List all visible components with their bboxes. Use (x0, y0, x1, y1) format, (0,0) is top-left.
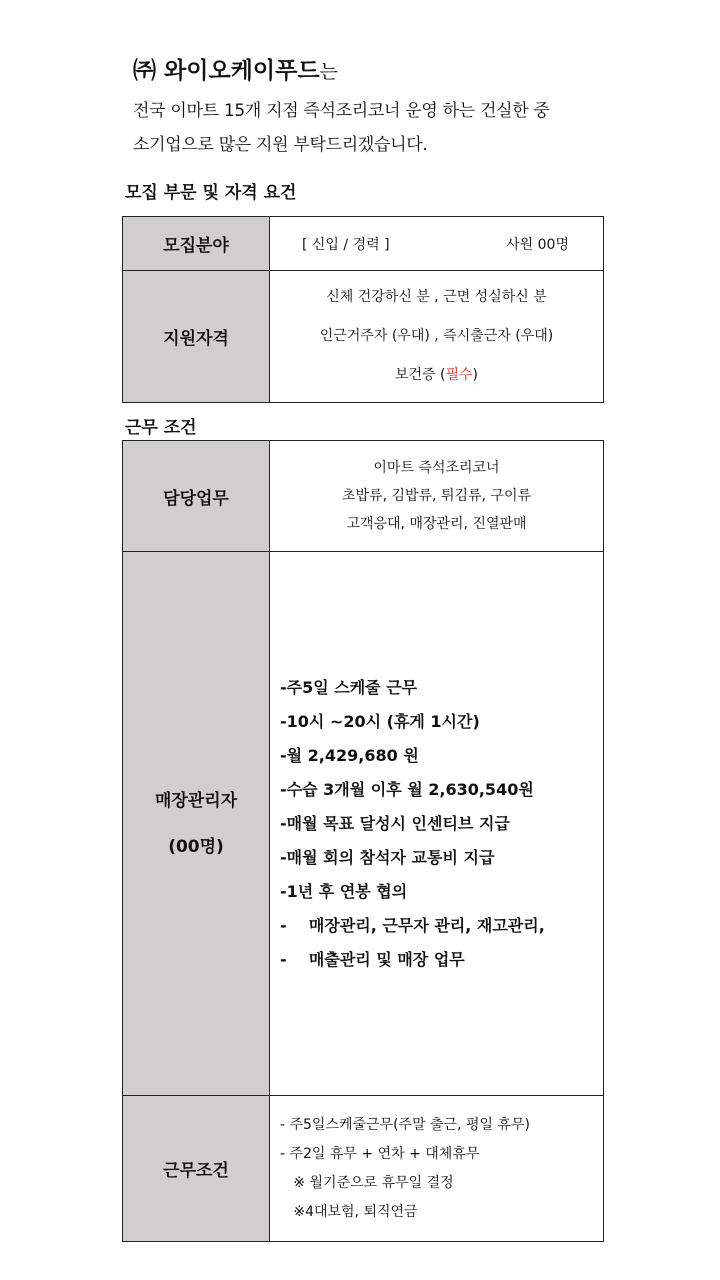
manager-detail-line: -월 2,429,680 원 (280, 745, 419, 765)
field-type: [ 신입 / 경력 ] (302, 236, 390, 253)
condition-line: - 주5일스케줄근무(주말 출근, 평일 휴무) (280, 1116, 530, 1133)
manager-count: (00명) (168, 836, 224, 857)
table-row (123, 271, 604, 403)
condition-line: ※ 월기준으로 휴무일 결정 (280, 1174, 454, 1191)
qualification-label: 지원자격 (123, 271, 270, 403)
manager-detail-line: -주5일 스케줄 근무 (280, 677, 418, 697)
duty-value (270, 441, 604, 552)
work-condition-details (270, 1096, 604, 1242)
manager-detail-line: -수습 3개월 이후 월 2,630,540원 (280, 779, 534, 799)
company-name: ㈜ 와이오케이푸드는 (133, 58, 338, 84)
conditions-table (122, 440, 604, 1242)
manager-detail-line: -1년 후 연봉 협의 (280, 881, 408, 901)
qualification-line: 인근거주자 (우대) , 즉시출근자 (우대) (319, 328, 554, 344)
manager-detail-line: -매월 목표 달성시 인센티브 지급 (280, 813, 510, 833)
duty-line: 초밥류, 김밥류, 튀김류, 구이류 (342, 488, 531, 504)
qualification-line: 신체 건강하신 분 , 근면 성실하신 분 (326, 289, 547, 305)
work-condition-label: 근무조건 (123, 1096, 270, 1242)
section-title-recruitment: 모집 부문 및 자격 요건 (125, 183, 297, 203)
field-count: 사원 00명 (506, 236, 569, 253)
intro-line-2: 소기업으로 많은 지원 부탁드리겠습니다. (133, 135, 428, 155)
intro-line-1: 전국 이마트 15개 지점 즉석조리코너 운영 하는 건실한 중 (133, 101, 550, 121)
qualification-value (270, 271, 604, 403)
duty-label: 담당업무 (123, 441, 270, 552)
table-row (123, 441, 604, 552)
condition-line: ※4대보험, 퇴직연금 (280, 1203, 418, 1220)
company-suffix: 는 (319, 61, 338, 83)
table-row (123, 217, 604, 271)
duty-line: 고객응대, 매장관리, 진열판매 (346, 516, 527, 532)
manager-title: 매장관리자 (154, 790, 238, 811)
duty-line: 이마트 즉석조리코너 (373, 460, 500, 476)
manager-detail-line: - 매출관리 및 매장 업무 (280, 949, 465, 969)
required-mark: 필수 (445, 367, 473, 383)
manager-detail-line: -매월 회의 참석자 교통비 지급 (280, 847, 495, 867)
qualification-line: 보건증 (필수) (394, 367, 478, 383)
field-value (270, 217, 604, 271)
manager-details (270, 552, 604, 1096)
condition-line: - 주2일 휴무 + 연차 + 대체휴무 (280, 1145, 480, 1162)
table-row (123, 1096, 604, 1242)
recruitment-table (122, 216, 604, 403)
manager-detail-line: - 매장관리, 근무자 관리, 재고관리, (280, 915, 545, 935)
manager-label (123, 552, 270, 1096)
manager-detail-line: -10시 ~20시 (휴게 1시간) (280, 711, 480, 731)
section-title-conditions: 근무 조건 (125, 418, 197, 438)
field-label: 모집분야 (123, 217, 270, 271)
table-row (123, 552, 604, 1096)
